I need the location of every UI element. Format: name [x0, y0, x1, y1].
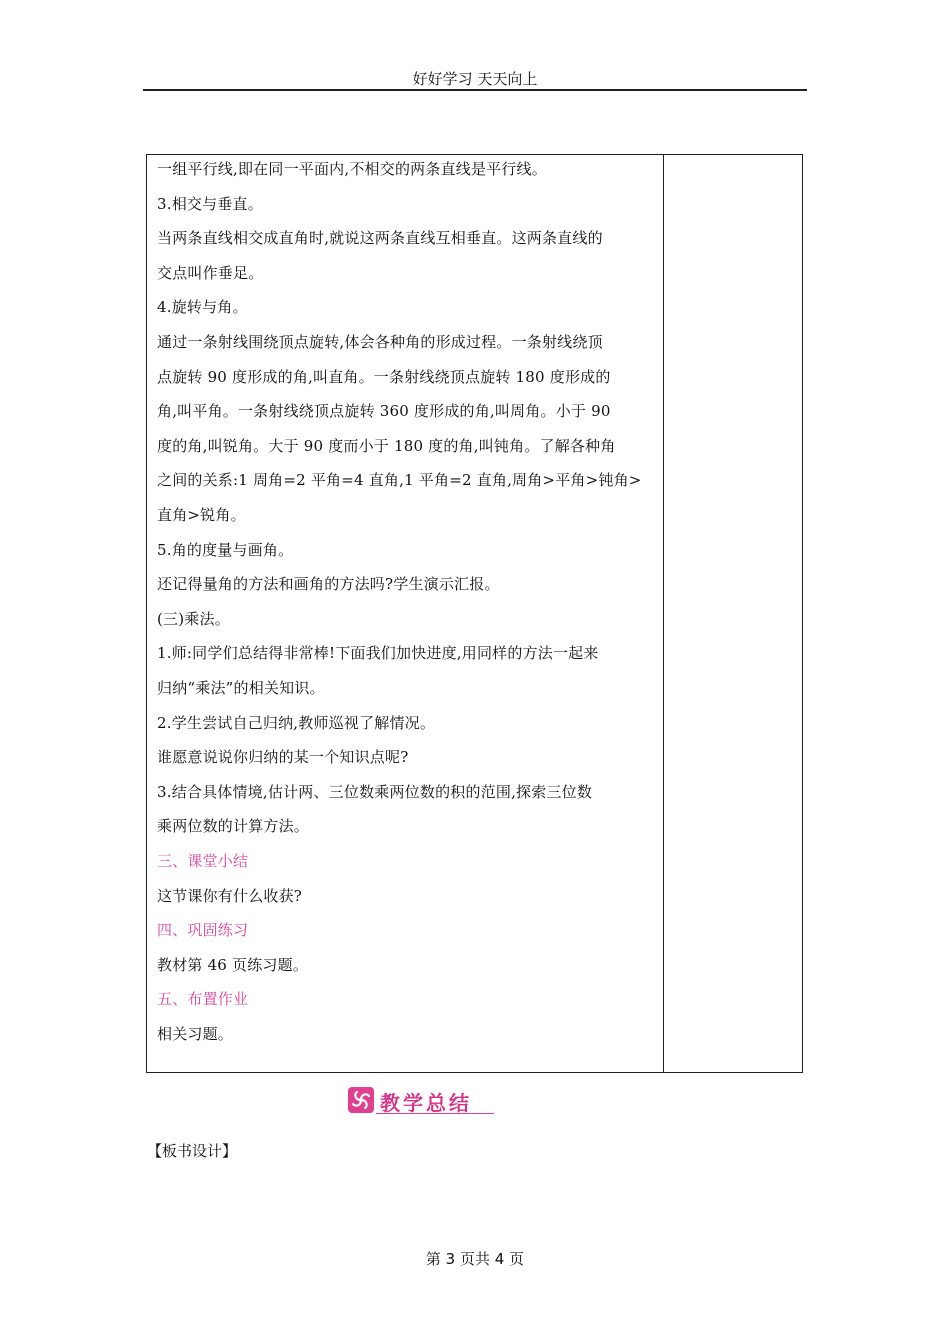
content-line: 之间的关系:1 周角=2 平角=4 直角,1 平角=2 直角,周角>平角>钝角>: [157, 471, 642, 490]
table-column-divider: [663, 155, 664, 1072]
content-line: 教材第 46 页练习题。: [157, 955, 309, 974]
content-line: 交点叫作垂足。: [157, 263, 264, 282]
content-line: 5.角的度量与画角。: [157, 540, 294, 559]
content-line: 相关习题。: [157, 1025, 234, 1043]
section-heading: 五、布置作业: [157, 990, 249, 1009]
swirl-icon: [348, 1087, 374, 1113]
content-line: 还记得量角的方法和画角的方法吗?学生演示汇报。: [157, 575, 500, 594]
content-line: 角,叫平角。一条射线绕顶点旋转 360 度形成的角,叫周角。小于 90: [157, 402, 611, 421]
header-rule: [143, 89, 807, 91]
section-heading: 四、巩固练习: [157, 921, 249, 940]
content-line: 一组平行线,即在同一平面内,不相交的两条直线是平行线。: [157, 160, 547, 178]
lesson-table: [146, 154, 803, 1073]
content-line: 度的角,叫锐角。大于 90 度而小于 180 度的角,叫钝角。了解各种角: [157, 436, 616, 455]
content-line: 这节课你有什么收获?: [157, 886, 303, 905]
content-line: 当两条直线相交成直角时,就说这两条直线互相垂直。这两条直线的: [157, 229, 603, 248]
content-line: 2.学生尝试自己归纳,教师巡视了解情况。: [157, 713, 436, 732]
content-line: 1.师:同学们总结得非常棒!下面我们加快进度,用同样的方法一起来: [157, 644, 599, 663]
content-line: 3.结合具体情境,估计两、三位数乘两位数的积的范围,探索三位数: [157, 782, 593, 801]
section-heading: 三、课堂小结: [157, 852, 249, 870]
content-line: 通过一条射线围绕顶点旋转,体会各种角的形成过程。一条射线绕顶: [157, 333, 603, 351]
content-line: 3.相交与垂直。: [157, 194, 263, 213]
summary-badge-underline: [376, 1113, 494, 1114]
page-header: 好好学习 天天向上: [412, 70, 538, 88]
teaching-summary-badge: [346, 1084, 494, 1116]
summary-badge-title: 教学总结: [380, 1091, 472, 1115]
content-line: 直角>锐角。: [157, 506, 246, 524]
content-line: 谁愿意说说你归纳的某一个知识点呢?: [157, 748, 409, 767]
content-line: 归纳“乘法”的相关知识。: [157, 679, 325, 697]
board-design-label: 【板书设计】: [147, 1142, 238, 1160]
page-number: 第 3 页共 4 页: [425, 1250, 525, 1268]
content-line: 4.旋转与角。: [157, 298, 248, 317]
content-line: 点旋转 90 度形成的角,叫直角。一条射线绕顶点旋转 180 度形成的: [157, 367, 611, 386]
content-line: (三)乘法。: [157, 609, 230, 628]
content-line: 乘两位数的计算方法。: [157, 817, 310, 836]
